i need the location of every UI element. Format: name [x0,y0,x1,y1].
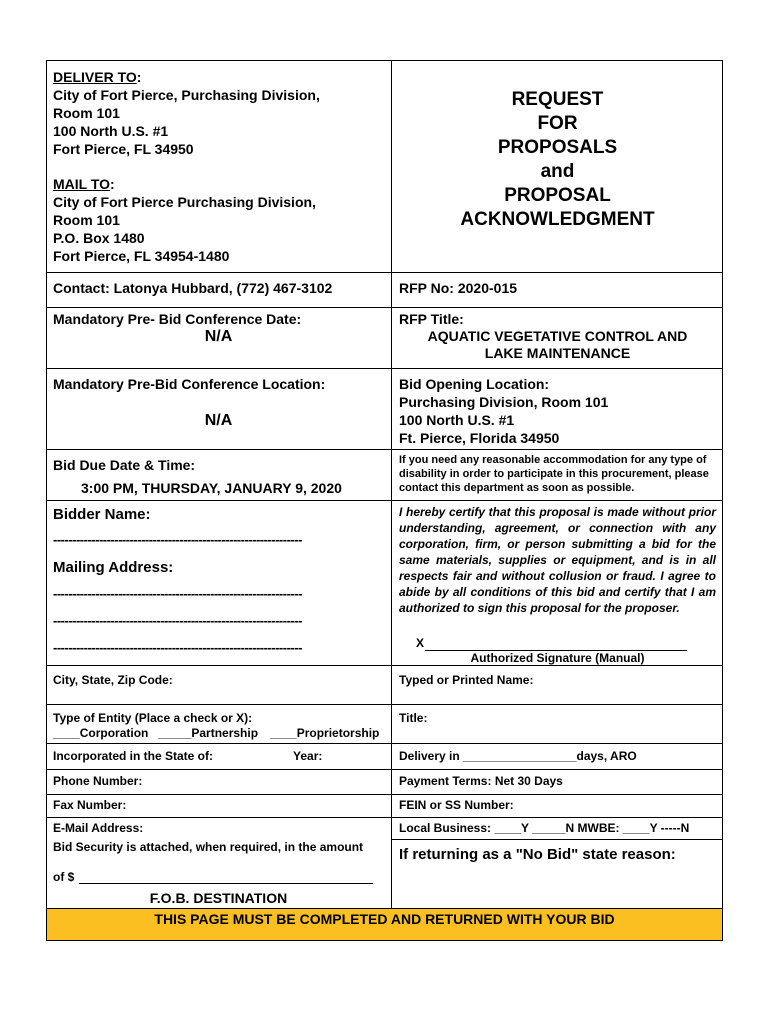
return-notice-banner [46,908,723,941]
city-state-zip-label: City, State, Zip Code: [53,673,173,687]
mail-to-line: P.O. Box 1480 [53,230,145,246]
bid-opening-label: Bid Opening Location: [399,376,550,392]
mailing-address-label: Mailing Address: [53,559,174,576]
mail-to-line: City of Fort Pierce Purchasing Division, [53,194,316,210]
title-line: and [540,161,575,182]
email-label: E-Mail Address: [53,821,144,835]
row-divider [46,272,723,273]
document-title [392,88,723,232]
year-label: Year: [293,749,323,763]
title-label: Title: [399,711,428,725]
bid-opening-line: 100 North U.S. #1 [399,412,515,428]
return-notice-text: THIS PAGE MUST BE COMPLETED AND RETURNED WITH YOUR BID [154,911,615,927]
bid-opening-line: Purchasing Division, Room 101 [399,394,609,410]
bid-security-label: Bid Security is attached, when required, in the amount [53,840,364,854]
row-divider [46,743,723,744]
deliver-to-line: Fort Pierce, FL 34950 [53,141,194,157]
incorporated-label: Incorporated in the State of: [53,749,214,763]
deliver-to-line: City of Fort Pierce, Purchasing Division, [53,87,320,103]
row-divider [46,704,723,705]
mail-to-line: Room 101 [53,212,120,228]
contact-info: Contact: Latonya Hubbard, (772) 467-3102 [53,280,333,296]
bidder-name-label: Bidder Name: [53,506,151,523]
mailing-address-line[interactable]: ----------------------------------------------------------------- [53,640,302,655]
row-divider [46,368,723,369]
bid-security-amount-line[interactable] [79,883,373,884]
row-divider [391,839,723,840]
phone-label: Phone Number: [53,774,143,788]
title-line: REQUEST [511,89,604,110]
typed-name-label: Typed or Printed Name: [399,673,534,687]
payment-terms: Payment Terms: Net 30 Days [399,774,563,788]
signature-mark: X [416,636,425,650]
fein-label: FEIN or SS Number: [399,798,514,812]
mail-to-heading: MAIL TO: [53,176,115,192]
rfp-number: RFP No: 2020-015 [399,280,518,296]
entity-type-label: Type of Entity (Place a check or X): [53,711,253,725]
delivery-field[interactable]: Delivery in _________________days, ARO [399,749,637,763]
title-line: PROPOSAL [504,185,611,206]
rfp-title-label: RFP Title: [399,311,464,327]
local-business-field[interactable]: Local Business: ____Y _____N MWBE: ____Y -----N [399,821,690,835]
bid-due-value: 3:00 PM, THURSDAY, JANUARY 9, 2020 [81,480,342,496]
accommodation-note: disability in order to participate in this procurement, please [399,468,709,480]
bidder-name-line[interactable]: ----------------------------------------------------------------- [53,532,302,547]
accommodation-note: contact this department as soon as possible. [399,482,635,494]
bid-opening-line: Ft. Pierce, Florida 34950 [399,430,560,446]
rfp-title-line: LAKE MAINTENANCE [484,345,631,361]
entity-option-partnership[interactable]: _____Partnership [158,726,259,740]
bid-due-label: Bid Due Date & Time: [53,457,196,473]
title-line: PROPOSALS [497,137,618,158]
title-line: ACKNOWLEDGMENT [460,209,655,230]
prebid-date-label: Mandatory Pre- Bid Conference Date: [53,311,302,327]
rfp-title-line: AQUATIC VEGETATIVE CONTROL AND [427,328,688,344]
entity-option-proprietorship[interactable]: ____Proprietorship [270,726,380,740]
prebid-location-label: Mandatory Pre-Bid Conference Location: [53,376,326,392]
deliver-to-line: 100 North U.S. #1 [53,123,169,139]
row-divider [46,794,723,795]
accommodation-note: If you need any reasonable accommodation for any type of [399,454,707,466]
fob-destination: F.O.B. DESTINATION [149,890,288,906]
prebid-date-value: N/A [204,328,233,345]
row-divider [46,449,723,450]
mailing-address-line[interactable]: ----------------------------------------------------------------- [53,613,302,628]
signature-caption: Authorized Signature (Manual) [470,651,645,665]
entity-option-corporation[interactable]: ____Corporation [53,726,149,740]
mailing-address-line[interactable]: ----------------------------------------------------------------- [53,586,302,601]
bid-security-amount-label: of $ [53,870,75,884]
title-line: FOR [537,113,578,134]
deliver-to-heading: DELIVER TO: [53,69,142,85]
prebid-location-value: N/A [204,412,233,429]
fax-label: Fax Number: [53,798,127,812]
no-bid-reason-label: If returning as a "No Bid" state reason: [399,846,676,863]
mail-to-line: Fort Pierce, FL 34954-1480 [53,248,230,264]
row-divider [46,307,723,308]
row-divider [46,500,723,501]
certification-statement: I hereby certify that this proposal is made without prior understanding, agreement, or connection with any corporation, firm, or person submitting a bid for the same materials, supplies or equipment, and is in all respects fair and without collusion or fraud. I agree to abide by all conditions of this bid and certify that I am authorized to sign this proposal for the proposer. [399,505,716,615]
row-divider [46,769,723,770]
deliver-to-line: Room 101 [53,105,120,121]
row-divider [46,817,723,818]
